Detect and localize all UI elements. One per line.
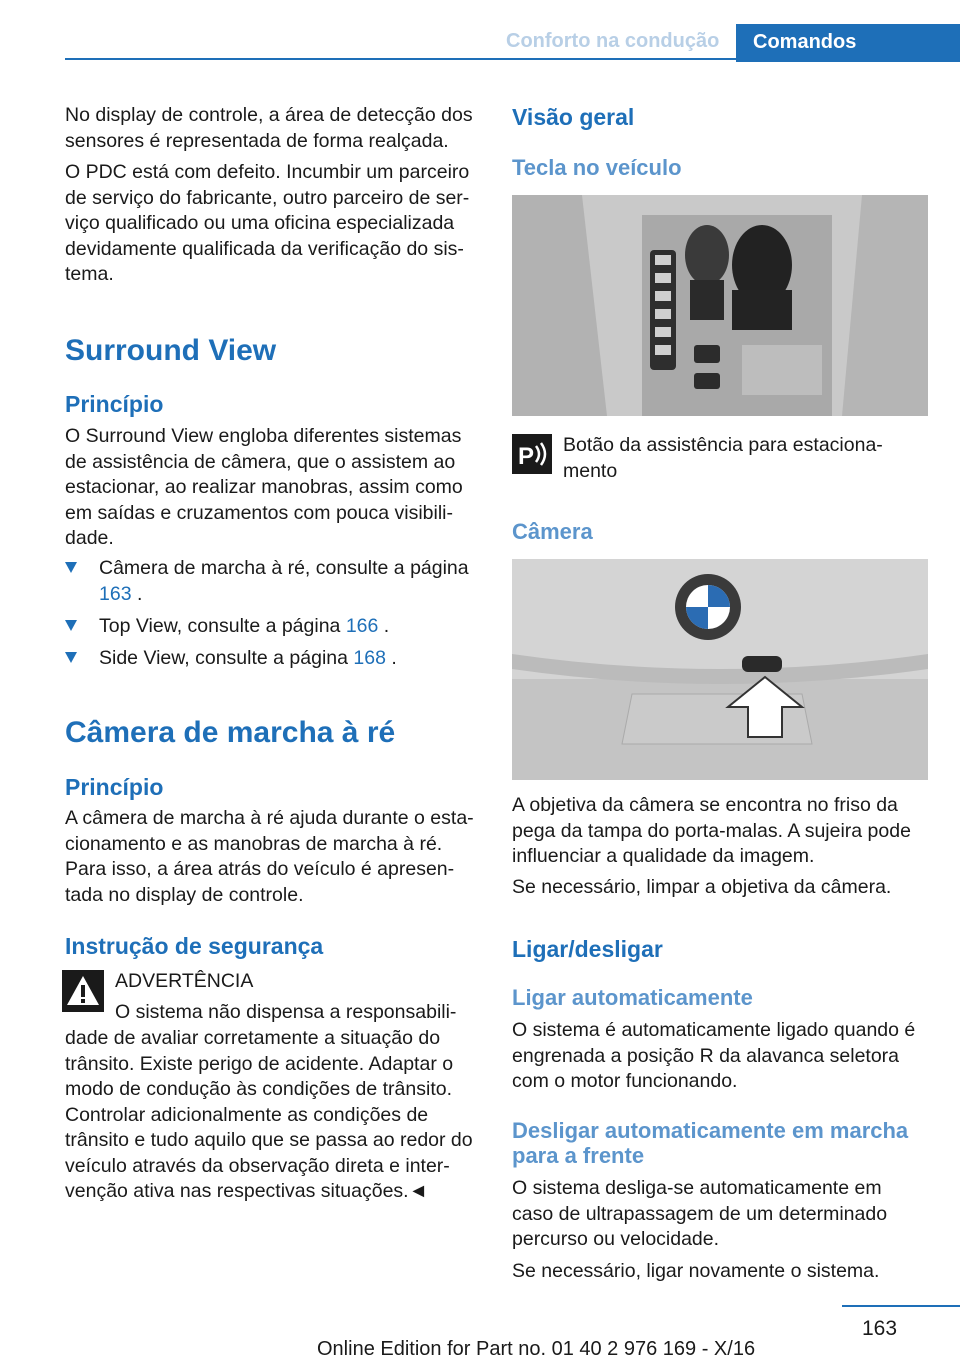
warning-text: dade de avaliar corretamente a situação do trânsito. Existe perigo de acidente. Adaptar o modo de condução às condições de trânsito. Controlar adicionalmente as condições de trânsito e tudo aquilo que se passa ao redor do veículo através da observação direta e inter-venção ativa nas respectivas situações.◄ [65, 1027, 473, 1202]
tailgate-camera-photo [512, 559, 928, 780]
svg-text:P: P [518, 443, 535, 470]
footer-rule [842, 1305, 960, 1307]
pdc-defect-paragraph: O PDC está com defeito. Incumbir um parceiro de serviço do fabricante, outro parceiro de ser-viço qualificado ou uma oficina especializada devidamente qualificada da verificação do sis-tema. [65, 161, 470, 285]
overview-heading: Visão geral [512, 104, 635, 130]
page-number: 163 [862, 1317, 898, 1340]
principle-heading-2: Princípio [65, 774, 164, 800]
bullet-item: Top View, consulte a página 166 . [65, 614, 485, 640]
header-active-tab: Comandos [736, 24, 960, 62]
page-link[interactable]: 168 [353, 647, 386, 669]
header-section-label: Conforto na condução [506, 30, 720, 52]
auto-on-heading: Ligar automaticamente [512, 985, 753, 1010]
camera-location-paragraph: A objetiva da câmera se encontra no friso da pega da tampa do porta-malas. A sujeira pode influenciar a qualidade da imagem. [512, 794, 911, 867]
on-off-heading: Ligar/desligar [512, 936, 663, 962]
bullet-triangle-icon [65, 620, 77, 631]
auto-on-paragraph: O sistema é automaticamente ligado quando é engrenada a posição R da alavanca seletora com o motor funcionando. [512, 1019, 916, 1092]
bullet-item: Side View, consulte a página 168 . [65, 646, 485, 672]
bullet-triangle-icon [65, 652, 77, 663]
header-rule [65, 58, 960, 60]
edition-footer: Online Edition for Part no. 01 40 2 976 169 - X/16 [317, 1338, 756, 1360]
rear-camera-heading: Câmera de marcha à ré [65, 716, 396, 749]
camera-clean-paragraph: Se necessário, limpar a objetiva da câmera. [512, 876, 892, 898]
warning-text-first-line: O sistema não dispensa a responsabili- [115, 1001, 457, 1023]
key-in-vehicle-heading: Tecla no veículo [512, 155, 682, 180]
page-link[interactable]: 163 [99, 582, 132, 605]
surround-view-paragraph: O Surround View engloba diferentes sistemas de assistência de câmera, que o assistem ao estacionar, ao realizar manobras, assim como em saídas e cruzamentos com pouca visibili-dade. [65, 425, 463, 549]
rear-camera-paragraph: A câmera de marcha à ré ajuda durante o esta-cionamento e as manobras de marcha à ré. Para isso, a área atrás do veículo é apresen-tada no display de controle. [65, 807, 474, 906]
warning-label: ADVERTÊNCIA [115, 970, 254, 992]
pdc-display-paragraph: No display de controle, a área de detecção dos sensores é representada de forma realçada. [65, 104, 473, 152]
auto-off-paragraph-2: Se necessário, ligar novamente o sistema. [512, 1260, 880, 1282]
park-assist-button-icon [512, 434, 552, 474]
safety-heading: Instrução de segurança [65, 933, 324, 959]
principle-heading-1: Princípio [65, 391, 164, 417]
auto-off-heading: Desligar automaticamente em marcha para a frente [512, 1118, 909, 1168]
auto-off-paragraph: O sistema desliga-se automaticamente em caso de ultrapassagem de um determinado percurso ou velocidade. [512, 1177, 888, 1250]
park-assist-button-caption: Botão da assistência para estaciona-mento [563, 434, 883, 482]
bullet-item: Câmera de marcha à ré, consulte a página 163 . [65, 556, 485, 608]
center-console-photo [512, 195, 928, 416]
page-link[interactable]: 166 [345, 615, 379, 637]
bullet-triangle-icon [65, 562, 77, 573]
warning-icon [62, 970, 104, 1012]
camera-heading: Câmera [512, 519, 593, 544]
surround-view-heading: Surround View [65, 334, 277, 367]
